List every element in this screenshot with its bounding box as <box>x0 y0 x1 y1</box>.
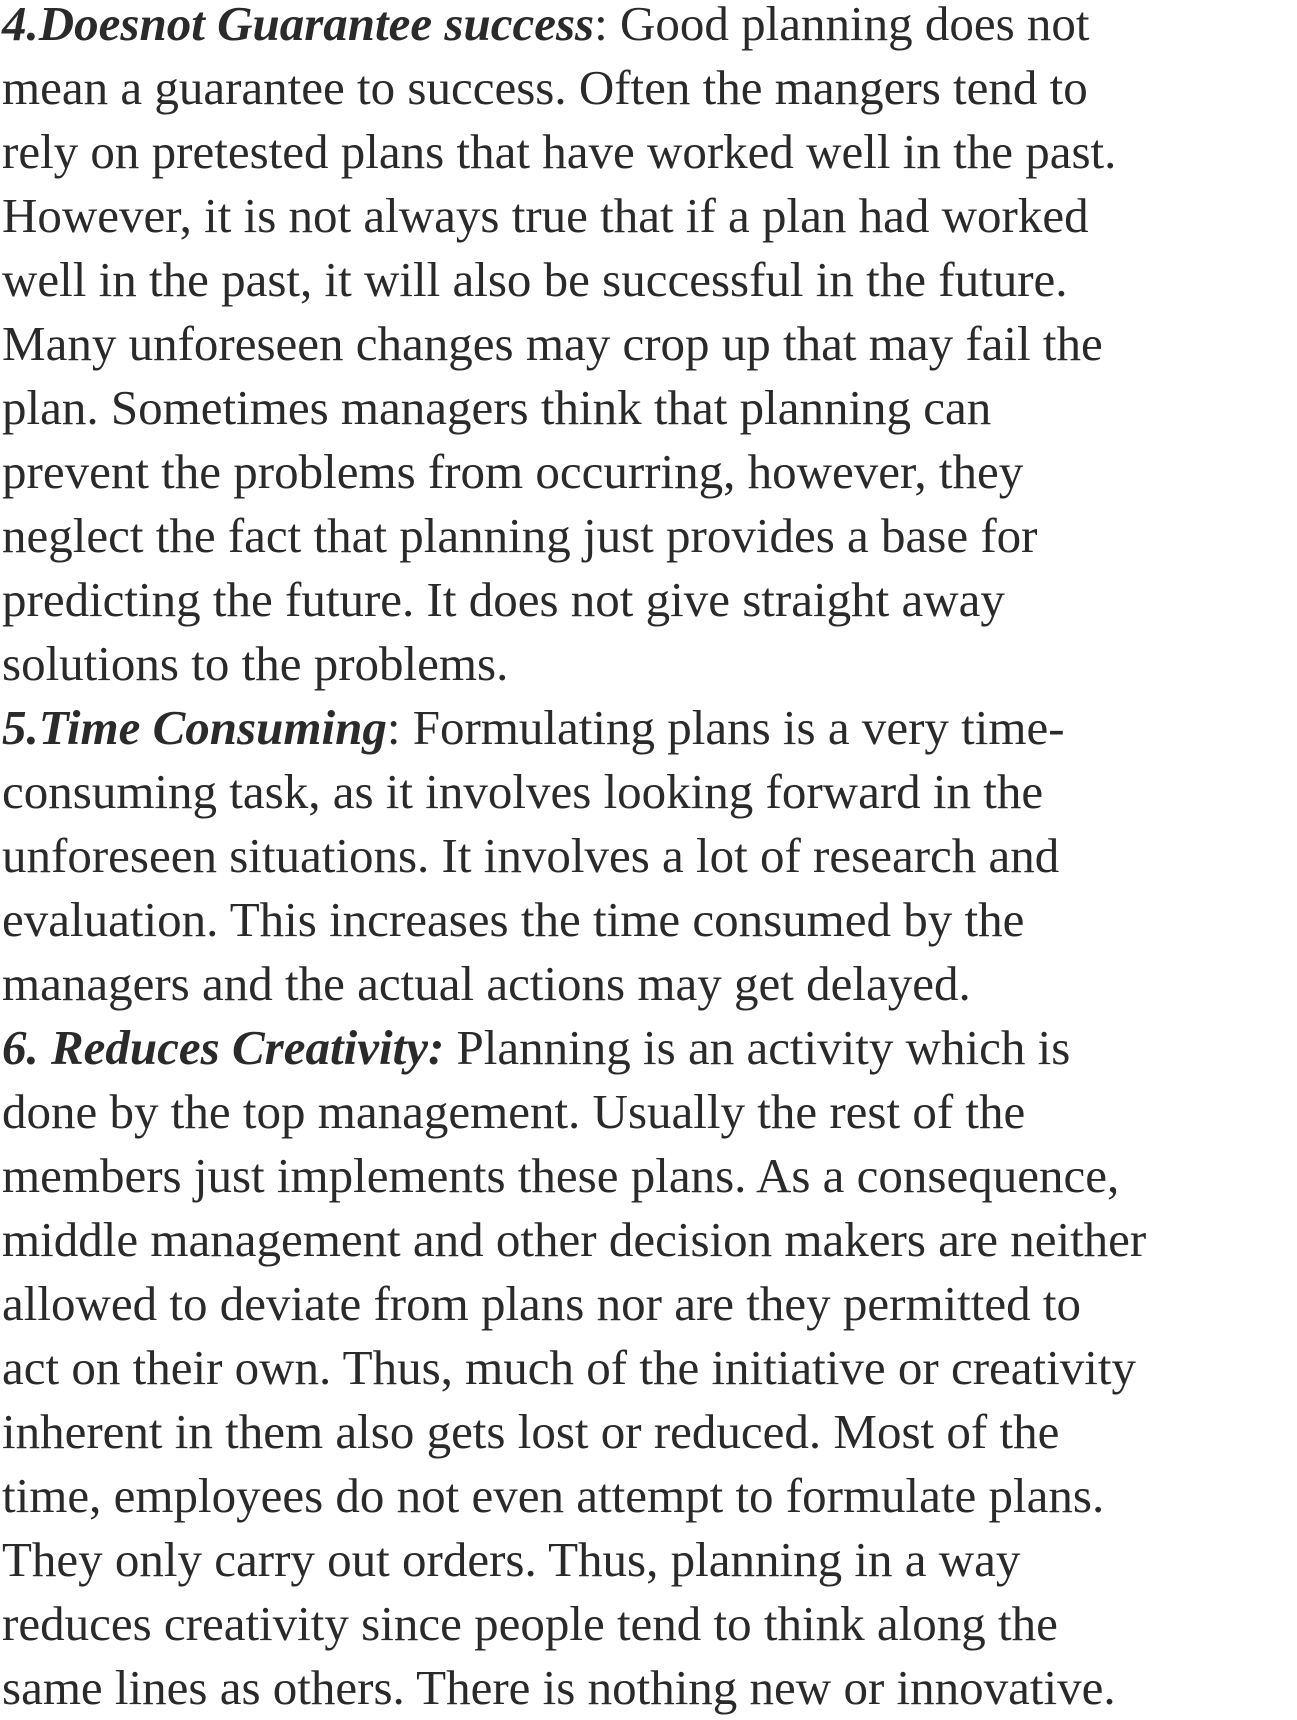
text-line: prevent the problems from occurring, however, they <box>2 444 1024 499</box>
text-line: same lines as others. There is nothing new or innovative. <box>2 1660 1116 1715</box>
text-line: plan. Sometimes managers think that planning can <box>2 380 992 435</box>
text-line <box>2 0 1294 56</box>
section-time-consuming <box>2 696 1294 1016</box>
text-line: evaluation. This increases the time consumed by the <box>2 892 1025 947</box>
heading-separator: : <box>594 0 608 51</box>
heading-separator: : <box>386 700 401 755</box>
text-line: consuming task, as it involves looking forward in the <box>2 764 1044 819</box>
text-line: middle management and other decision makers are neither <box>2 1212 1147 1267</box>
text-line: well in the past, it will also be successful in the future. <box>2 252 1068 307</box>
text-line <box>2 1016 1294 1080</box>
text-line: mean a guarantee to success. Often the mangers tend to <box>2 60 1088 115</box>
text-line: managers and the actual actions may get delayed. <box>2 956 971 1011</box>
section-reduces-creativity <box>2 1016 1294 1720</box>
text-line: Many unforeseen changes may crop up that may fail the <box>2 316 1103 371</box>
text-line: act on their own. Thus, much of the initiative or creativity <box>2 1340 1136 1395</box>
text-line: unforeseen situations. It involves a lot of research and <box>2 828 1060 883</box>
section-heading: 4.Doesnot Guarantee success <box>2 0 595 51</box>
section-heading: 6. Reduces Creativity: <box>2 1020 445 1075</box>
line-text: Formulating plans is a very time- <box>400 700 1065 755</box>
section-doesnot-guarantee-success <box>2 0 1294 696</box>
text-line: done by the top management. Usually the rest of the <box>2 1084 1026 1139</box>
line-text: Good planning does not <box>607 0 1090 51</box>
document-body <box>2 0 1294 1720</box>
text-line: members just implements these plans. As a consequence, <box>2 1148 1120 1203</box>
text-line: neglect the fact that planning just provides a base for <box>2 508 1038 563</box>
text-line: solutions to the problems. <box>2 636 509 691</box>
line-text: Planning is an activity which is <box>444 1020 1071 1075</box>
text-line: reduces creativity since people tend to think along the <box>2 1596 1058 1651</box>
text-line: inherent in them also gets lost or reduced. Most of the <box>2 1404 1060 1459</box>
text-line: time, employees do not even attempt to formulate plans. <box>2 1468 1105 1523</box>
text-line: predicting the future. It does not give straight away <box>2 572 1005 627</box>
text-line: They only carry out orders. Thus, planning in a way <box>2 1532 1021 1587</box>
text-line: allowed to deviate from plans nor are they permitted to <box>2 1276 1082 1331</box>
text-line: rely on pretested plans that have worked well in the past. <box>2 124 1117 179</box>
text-line <box>2 696 1294 760</box>
text-line: However, it is not always true that if a plan had worked <box>2 188 1089 243</box>
section-heading: 5.Time Consuming <box>2 700 387 755</box>
